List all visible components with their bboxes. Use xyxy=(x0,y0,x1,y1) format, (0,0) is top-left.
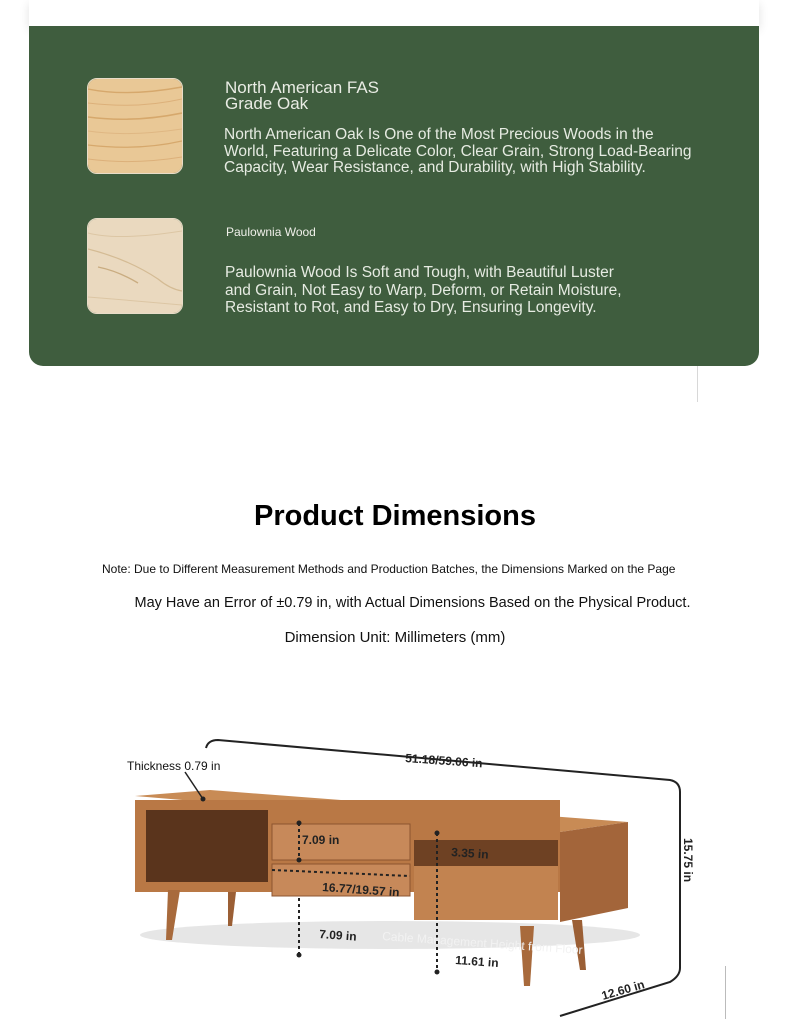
oak-desc-line1: North American Oak Is One of the Most Precious Woods in the xyxy=(224,126,654,143)
drawer-height-label: 7.09 in xyxy=(302,833,340,847)
shelf-height-label: 3.35 in xyxy=(450,845,490,862)
oak-swatch-image xyxy=(87,78,183,174)
materials-panel xyxy=(29,26,759,366)
cable-note-label: Cable Management Height from Floor xyxy=(381,929,584,957)
clearance-label: 11.61 in xyxy=(454,953,500,971)
leg-front-right xyxy=(520,926,534,986)
leg-height-label: 7.09 in xyxy=(318,927,358,944)
paulownia-swatch-image xyxy=(87,218,183,314)
right-lower-panel xyxy=(414,866,558,920)
dimension-unit: Dimension Unit: Millimeters (mm) xyxy=(284,629,506,646)
dot-c xyxy=(297,953,302,958)
paulownia-desc-line1: Paulownia Wood Is Soft and Tough, with Beautiful Luster xyxy=(225,264,614,281)
dot-d xyxy=(435,831,440,836)
section-title: Product Dimensions xyxy=(254,500,536,532)
oak-title-line1: North American FAS xyxy=(225,78,380,97)
drawer-width-label: 16.77/19.57 in xyxy=(321,880,400,900)
upper-drawer xyxy=(272,824,410,860)
tv-stand-diagram xyxy=(0,700,790,1019)
length-label: 51.18/59.06 in xyxy=(404,751,483,771)
dimension-note-line1: Note: Due to Different Measurement Methods and Production Batches, the Dimensions Marked on the Page xyxy=(102,562,676,576)
height-label: 15.75 in xyxy=(681,838,695,883)
dimension-note-line2: May Have an Error of ±0.79 in, with Actual Dimensions Based on the Physical Product. xyxy=(134,595,691,611)
top-card xyxy=(29,0,759,26)
paulownia-desc-line2: and Grain, Not Easy to Warp, Deform, or Retain Moisture, xyxy=(225,281,622,299)
dot-e xyxy=(435,970,440,975)
paulownia-description xyxy=(225,264,622,317)
oak-description xyxy=(224,127,692,177)
right-edge-line xyxy=(725,966,726,1019)
oak-title xyxy=(225,80,379,112)
dot-b xyxy=(297,858,302,863)
dot-a xyxy=(297,821,302,826)
tv-stand-side xyxy=(560,822,628,922)
thickness-label: Thickness 0.79 in xyxy=(127,759,221,773)
oak-desc-line3: Capacity, Wear Resistance, and Durability, with High Stability. xyxy=(224,159,646,176)
left-compartment xyxy=(146,810,268,882)
depth-label: 12.60 in xyxy=(599,977,647,1003)
thickness-dot xyxy=(201,797,206,802)
leg-back-left xyxy=(228,892,236,926)
oak-desc-line2: World, Featuring a Delicate Color, Clear Grain, Strong Load-Bearing xyxy=(224,142,692,160)
divider-line xyxy=(697,366,698,402)
paulownia-title: Paulownia Wood xyxy=(226,225,316,239)
paulownia-desc-line3: Resistant to Rot, and Easy to Dry, Ensuring Longevity. xyxy=(225,299,597,316)
oak-title-line2: Grade Oak xyxy=(225,94,309,113)
